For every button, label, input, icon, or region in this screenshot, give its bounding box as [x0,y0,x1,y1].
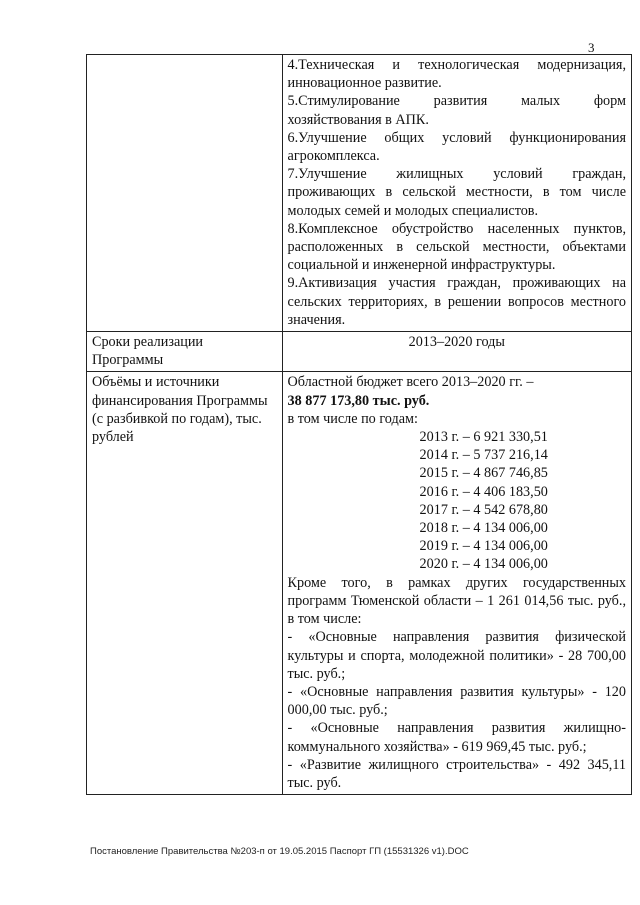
funding-year-line: 2013 г. – 6 921 330,51 [419,429,548,446]
funding-by-years-label: в том числе по годам: [287,410,418,427]
funding-year-line: 2018 г. – 4 134 006,00 [419,520,548,537]
other-program-item: - «Развитие жилищного строительства» - 492 345,11 тыс. руб. [287,756,626,791]
other-program-item: - «Основные направления развития физической культуры и спорта, молодежной политики» - 28 700,00 тыс. руб.; [287,629,626,682]
funding-total: 38 877 173,80 тыс. руб. [287,392,430,409]
funding-intro: Областной бюджет всего 2013–2020 гг. – [287,374,534,391]
funding-year-line: 2020 г. – 4 134 006,00 [419,556,548,573]
funding-year-line: 2019 г. – 4 134 006,00 [419,538,548,555]
goal-item: 9.Активизация участия граждан, проживающих на сельских территориях, в решении вопросов местного значения. [287,275,626,328]
funding-year-line: 2017 г. – 4 542 678,80 [419,501,548,518]
goal-item: 7.Улучшение жилищных условий граждан, проживающих в сельской местности, в том числе молодых семей и молодых специалистов. [287,166,626,219]
funding-cell [282,372,631,795]
other-programs-text: Кроме того, в рамках других государственных программ Тюменской области – 1 261 014,56 тыс. руб., в том числе: [287,574,626,628]
timeline-row [87,332,632,372]
program-passport-table [86,54,632,795]
timeline-label: Сроки реализации Программы [87,332,283,372]
timeline-value: 2013–2020 годы [282,332,631,372]
funding-year-line: 2016 г. – 4 406 183,50 [419,483,548,500]
other-program-item: - «Основные направления развития жилищно-коммунального хозяйства» - 619 969,45 тыс. руб.; [287,720,626,755]
goal-item: 4.Техническая и технологическая модернизация, инновационное развитие. [287,57,626,92]
funding-label: Объёмы и источники финансирования Программы (с разбивкой по годам), тыс. рублей [87,372,283,795]
funding-year-line: 2014 г. – 5 737 216,14 [419,447,548,464]
goal-item: 6.Улучшение общих условий функционирования агрокомплекса. [287,129,626,165]
goals-cell [282,55,631,332]
page-number: 3 [588,40,595,55]
goals-row [87,55,632,332]
funding-year-line: 2015 г. – 4 867 746,85 [419,465,548,482]
goal-item: 8.Комплексное обустройство населенных пунктов, расположенных в сельской местности, объектами социальной и инженерной инфраструктуры. [287,220,626,274]
document-footer: Постановление Правительства №203-п от 19.05.2015 Паспорт ГП (15531326 v1).DOC [90,846,469,857]
goal-item: 5.Стимулирование развития малых форм хозяйствования в АПК. [287,93,626,128]
funding-row [87,372,632,795]
funding-years-list [288,428,626,574]
goals-label-cell [87,55,283,332]
other-program-item: - «Основные направления развития культуры» - 120 000,00 тыс. руб.; [287,683,626,719]
